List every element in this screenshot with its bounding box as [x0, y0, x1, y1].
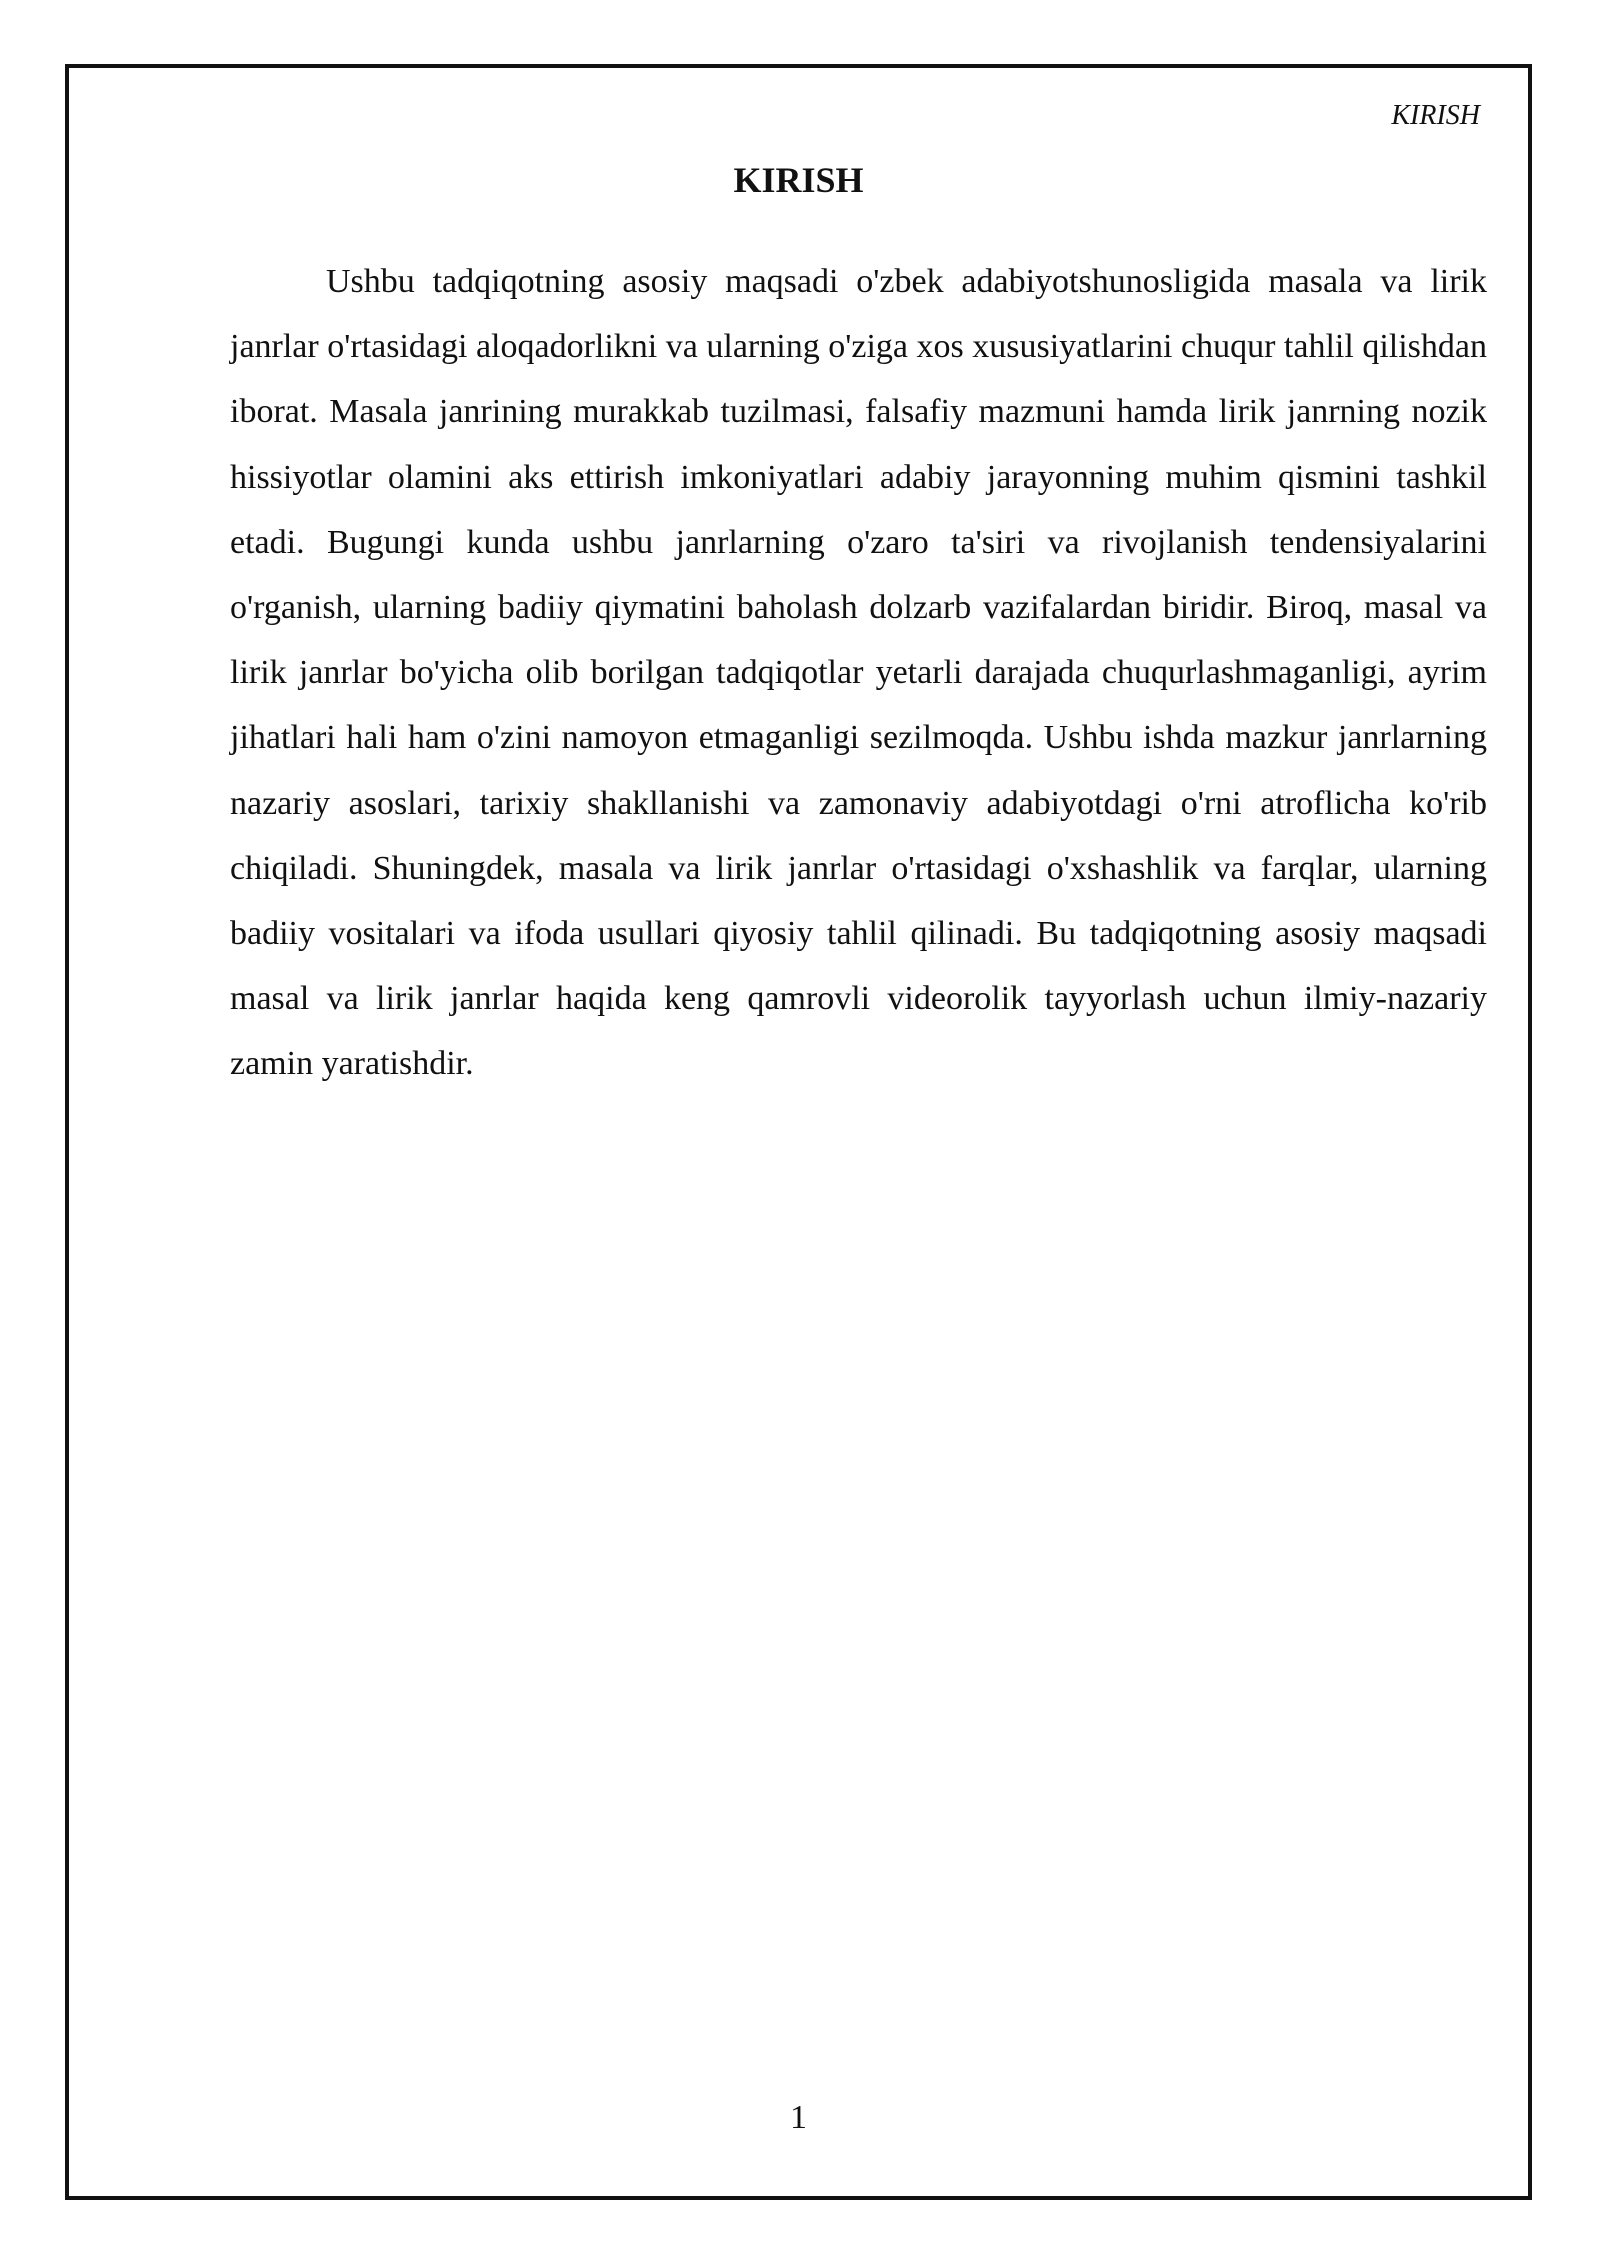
running-header: KIRISH — [1391, 100, 1480, 131]
page-title: KIRISH — [733, 160, 864, 200]
body-paragraph: Ushbu tadqiqotning asosiy maqsadi o'zbek adabiyotshunosligida masala va lirik janrlar o'rtasidagi aloqadorlikni va ularning o'ziga xos xususiyatlarini chuqur tahlil qilishdan iborat. Masala janrining murakkab tuzilmasi, falsafiy mazmuni hamda lirik janrning nozik hissiyotlar olamini aks ettirish imkoniyatlari adabiy jarayonning muhim qismini tashkil etadi. Bugungi kunda ushbu janrlarning o'zaro ta'siri va rivojlanish tendensiyalarini o'rganish, ularning badiiy qiymatini baholash dolzarb vazifalardan biridir. Biroq, masal va lirik janrlar bo'yicha olib borilgan tadqiqotlar yetarli darajada chuqurlashmaganligi, ayrim jihatlari hali ham o'zini namoyon etmaganligi sezilmoqda. Ushbu ishda mazkur janrlarning nazariy asoslari, tarixiy shakllanishi va zamonaviy adabiyotdagi o'rni atroflicha ko'rib chiqiladi. Shuningdek, masala va lirik janrlar o'rtasidagi o'xshashlik va farqlar, ularning badiiy vositalari va ifoda usullari qiyosiy tahlil qilinadi. Bu tadqiqotning asosiy maqsadi masal va lirik janrlar haqida keng qamrovli videorolik tayyorlash uchun ilmiy-nazariy zamin yaratishdir. — [230, 263, 1487, 1083]
page-number: 1 — [790, 2099, 807, 2136]
page-frame — [65, 64, 1532, 2200]
